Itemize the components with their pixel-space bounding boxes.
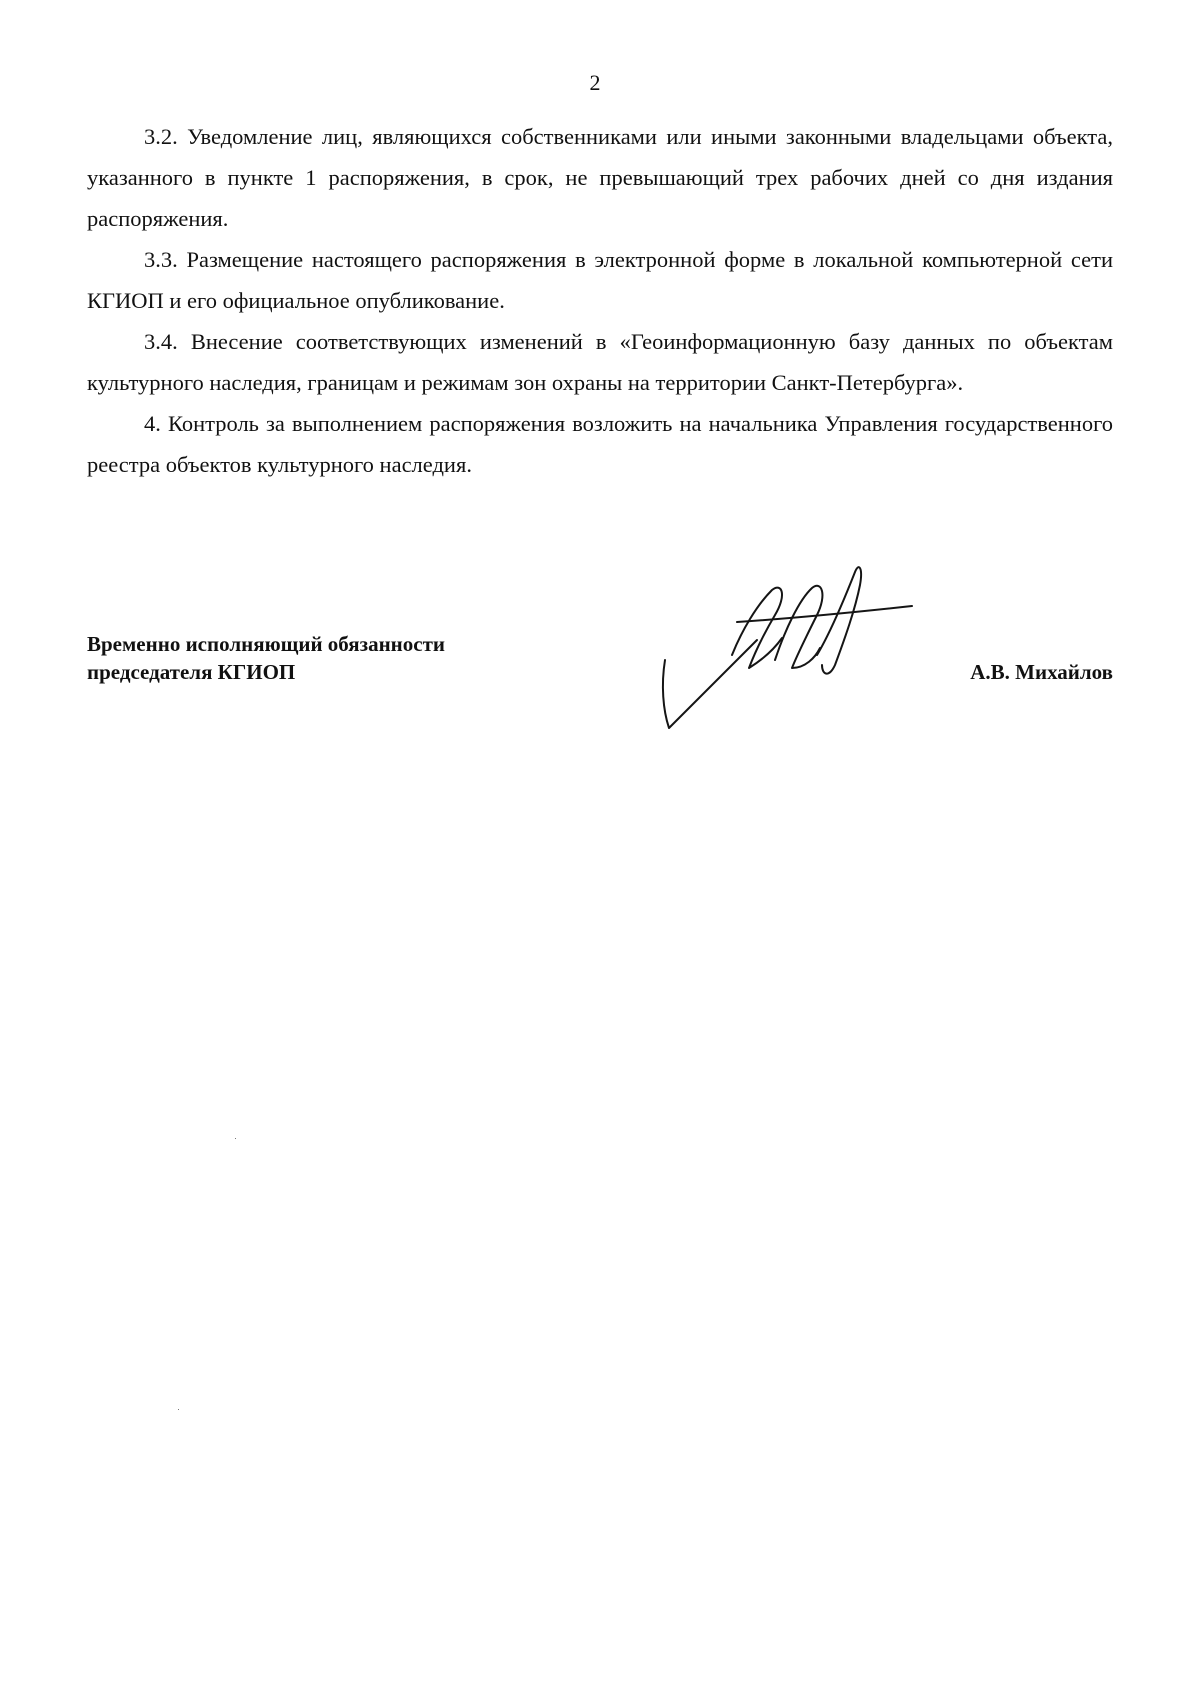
page-number: 2 xyxy=(589,70,601,95)
document-body xyxy=(87,116,1113,485)
signer-title-line-1: Временно исполняющий обязанности xyxy=(87,632,446,656)
signer-title-line-2: председателя КГИОП xyxy=(87,660,296,684)
signature-block xyxy=(87,620,1113,760)
paragraph-4: 4. Контроль за выполнением распоряжения возложить на начальника Управления государственного реестра объектов культурного наследия. xyxy=(87,411,1113,477)
handwritten-signature xyxy=(657,560,957,735)
signer-name: А.В. Михайлов xyxy=(970,660,1113,684)
paragraph-3-2: 3.2. Уведомление лиц, являющихся собственниками или иными законными владельцами объекта, указанного в пункте 1 распоряжения, в срок, не превышающий трех рабочих дней со дня издания распоряжения. xyxy=(87,124,1113,231)
paragraph-3-4: 3.4. Внесение соответствующих изменений в «Геоинформационную базу данных по объектам культурного наследия, границам и режимам зон охраны на территории Санкт-Петербурга». xyxy=(87,329,1113,395)
scan-speck xyxy=(235,1138,236,1139)
scan-speck xyxy=(178,1409,179,1410)
paragraph-3-3: 3.3. Размещение настоящего распоряжения в электронной форме в локальной компьютерной сети КГИОП и его официальное опубликование. xyxy=(87,247,1113,313)
signer-title xyxy=(87,630,445,686)
